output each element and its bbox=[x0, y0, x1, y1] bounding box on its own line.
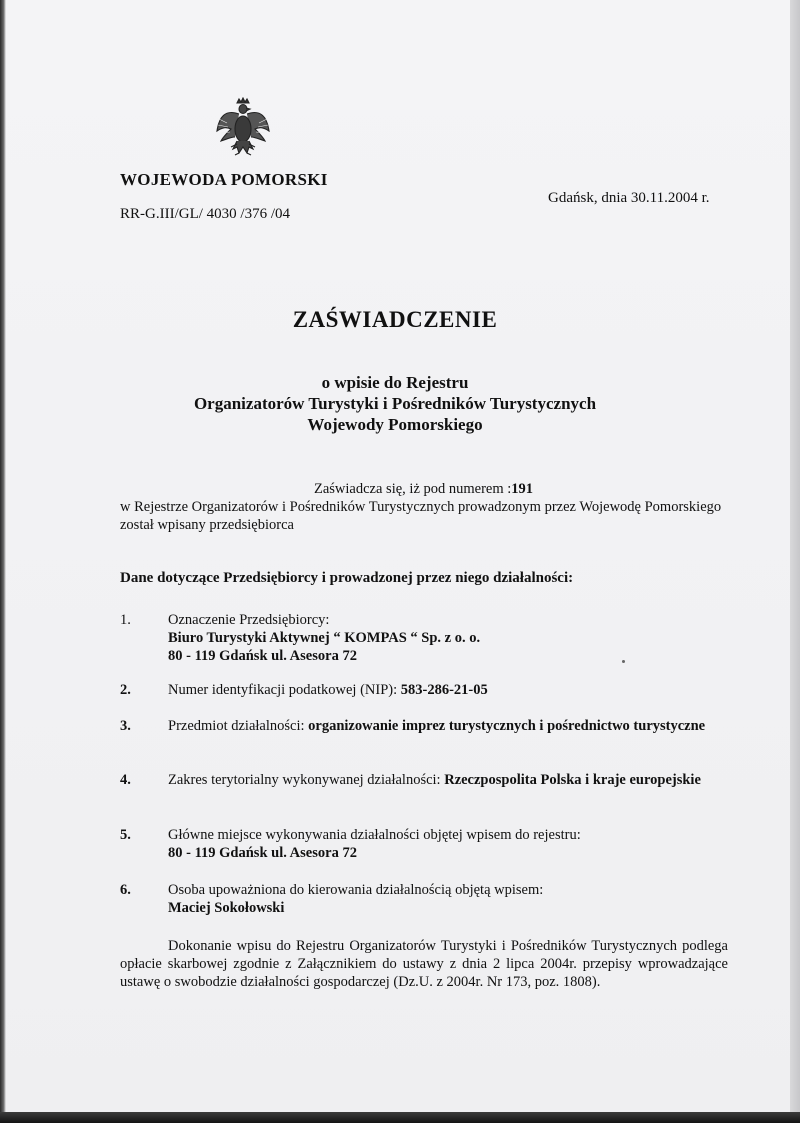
item-label: Zakres terytorialny wykonywanej działalności: bbox=[168, 772, 445, 788]
entrepreneur-address: 80 - 119 Gdańsk ul. Asesora 72 bbox=[168, 648, 357, 664]
item-number: 2. bbox=[120, 682, 131, 698]
item-number: 5. bbox=[120, 827, 131, 843]
item-label: Przedmiot działalności: bbox=[168, 718, 309, 734]
item-body bbox=[168, 717, 728, 735]
item-body bbox=[168, 771, 728, 789]
item-label: Główne miejsce wykonywania działalności objętej wpisem do rejestru: bbox=[168, 827, 581, 843]
place-and-date: Gdańsk, dnia 30.11.2004 r. bbox=[548, 190, 710, 206]
section-heading: Dane dotyczące Przedsiębiorcy i prowadzonej przez niego działalności: bbox=[120, 570, 574, 586]
statement-prefix: Zaświadcza się, iż pod numerem : bbox=[314, 481, 512, 497]
item-body bbox=[168, 611, 728, 665]
certification-statement bbox=[120, 480, 730, 534]
issuing-authority: WOJEWODA POMORSKI bbox=[120, 170, 328, 189]
statement-rest: w Rejestrze Organizatorów i Pośredników Turystycznych prowadzonym przez Wojewodę Pomorskiego został wpisany przedsiębiorca bbox=[120, 499, 722, 533]
subtitle-line: Wojewody Pomorskiego bbox=[307, 415, 483, 434]
polish-eagle-emblem-icon bbox=[215, 97, 271, 163]
subtitle-line: Organizatorów Turystyki i Pośredników Turystycznych bbox=[193, 394, 597, 413]
reference-number: RR-G.III/GL/ 4030 /376 /04 bbox=[120, 206, 290, 222]
register-number: 191 bbox=[511, 481, 534, 497]
item-label: Oznaczenie Przedsiębiorcy: bbox=[168, 612, 330, 628]
scan-bottom-edge bbox=[0, 1112, 800, 1123]
scan-left-edge bbox=[0, 0, 6, 1123]
item-number: 4. bbox=[120, 772, 131, 788]
authorized-person-value: Maciej Sokołowski bbox=[168, 900, 285, 916]
item-number: 1. bbox=[120, 612, 131, 628]
business-place-value: 80 - 119 Gdańsk ul. Asesora 72 bbox=[168, 845, 357, 861]
scan-speck bbox=[622, 660, 625, 663]
item-number: 6. bbox=[120, 882, 131, 898]
item-body bbox=[168, 826, 728, 862]
item-body bbox=[168, 681, 728, 699]
item-label: Osoba upoważniona do kierowania działalnością objętą wpisem: bbox=[168, 882, 544, 898]
document-title: ZAŚWIADCZENIE bbox=[292, 307, 498, 332]
item-body bbox=[168, 881, 728, 917]
scan-right-edge bbox=[790, 0, 800, 1123]
territory-value: Rzeczpospolita Polska i kraje europejskie bbox=[444, 772, 701, 788]
nip-value: 583-286-21-05 bbox=[400, 682, 488, 698]
document-subtitle bbox=[0, 372, 790, 435]
statement-first-line bbox=[120, 480, 730, 498]
item-label: Numer identyfikacji podatkowej (NIP): bbox=[168, 682, 401, 698]
entrepreneur-name: Biuro Turystyki Aktywnej “ KOMPAS “ Sp. z o. o. bbox=[168, 630, 481, 646]
activity-value: organizowanie imprez turystycznych i pośrednictwo turystyczne bbox=[308, 718, 706, 734]
closing-paragraph: Dokonanie wpisu do Rejestru Organizatorów Turystyki i Pośredników Turystycznych podlega opłacie skarbowej zgodnie z Załącznikiem do ustawy z dnia 2 lipca 2004r. przepisy wprowadzające ustawę o swobodzie działalności gospodarczej (Dz.U. z 2004r. Nr 173, poz. 1808). bbox=[120, 938, 728, 990]
subtitle-line: o wpisie do Rejestru bbox=[321, 373, 469, 392]
item-number: 3. bbox=[120, 718, 131, 734]
